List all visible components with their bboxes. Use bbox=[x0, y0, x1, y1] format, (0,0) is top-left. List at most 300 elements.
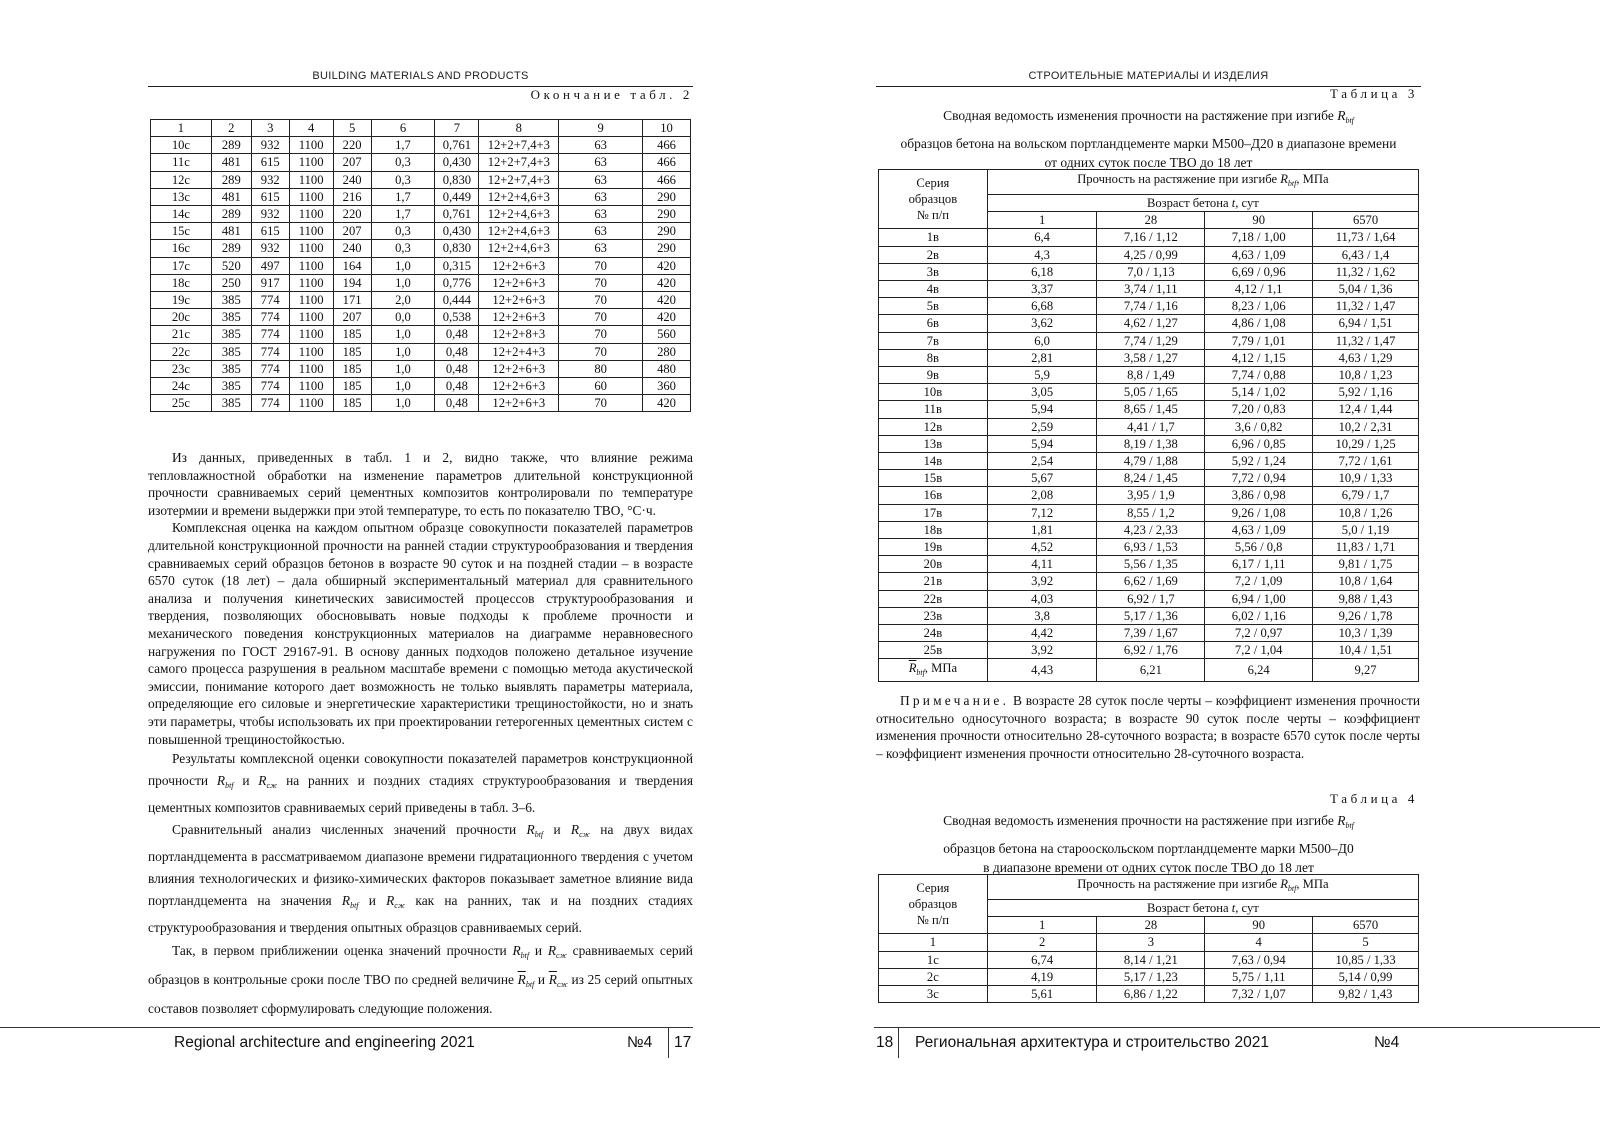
table-row bbox=[879, 384, 1419, 401]
table-cell: 5в bbox=[879, 298, 988, 315]
table-cell: 7,74 / 1,16 bbox=[1097, 298, 1205, 315]
table-cell: 12+2+6+3 bbox=[479, 257, 559, 274]
table-cell: 8,14 / 1,21 bbox=[1097, 951, 1205, 968]
column-header: 6 bbox=[371, 120, 435, 137]
table-cell: 63 bbox=[559, 188, 643, 205]
table-cell: 70 bbox=[559, 257, 643, 274]
table-cell: 7,0 / 1,13 bbox=[1097, 263, 1205, 280]
table-cell: 21в bbox=[879, 573, 988, 590]
table-row bbox=[879, 315, 1419, 332]
table-cell: 12+2+4+3 bbox=[479, 343, 559, 360]
table-cell: 17c bbox=[151, 257, 212, 274]
table-cell: 420 bbox=[643, 309, 691, 326]
column-number: 5 bbox=[1313, 934, 1419, 951]
table-cell: 23в bbox=[879, 607, 988, 624]
table-cell: 185 bbox=[333, 395, 371, 412]
table-cell: 5,61 bbox=[987, 986, 1097, 1003]
table-cell: 12+2+7,4+3 bbox=[479, 137, 559, 154]
table-cell: 0,3 bbox=[371, 154, 435, 171]
table-cell: 1,0 bbox=[371, 326, 435, 343]
table-cell: 289 bbox=[211, 206, 251, 223]
table-row bbox=[879, 453, 1419, 470]
table-cell: 1100 bbox=[289, 154, 333, 171]
table-cell: 4,19 bbox=[987, 968, 1097, 985]
table-4-header-row-1 bbox=[879, 875, 1419, 900]
running-head-left: BUILDING MATERIALS AND PRODUCTS bbox=[312, 70, 529, 82]
table-cell: 171 bbox=[333, 292, 371, 309]
table-cell: 520 bbox=[211, 257, 251, 274]
table-row bbox=[879, 642, 1419, 659]
table-row bbox=[879, 470, 1419, 487]
table-cell: 7,2 / 1,04 bbox=[1205, 642, 1313, 659]
table-cell: 774 bbox=[251, 343, 289, 360]
table-cell: 8в bbox=[879, 349, 988, 366]
table-4-caption: Сводная ведомость изменения прочности на растяжение при изгибе $R_{btf}$ образцов бетона на старооскольском портландцементе марки М500–Д0 в диапазоне времени от одних суток после ТВО до 18 лет bbox=[943, 813, 1354, 875]
table-4-label: Таблица 4 bbox=[1330, 791, 1418, 806]
table-cell: 70 bbox=[559, 326, 643, 343]
table-row bbox=[151, 309, 691, 326]
left-body-text bbox=[148, 449, 693, 1021]
table-cell: 80 bbox=[559, 360, 643, 377]
table-cell: 0,48 bbox=[435, 343, 479, 360]
table-row bbox=[879, 607, 1419, 624]
table-2-header-row bbox=[151, 120, 691, 137]
note-text: В возрасте 28 суток после черты – коэффициент изменения прочности относительно односуточного возраста; в возрасте 90 суток после черты – коэффициент изменения прочности относительно 28-суточного возраста; в возрасте 6570 суток после черты – коэффициент изменения прочности относительно 28-суточного возраста. bbox=[876, 693, 1420, 761]
table-cell: 5,94 bbox=[987, 435, 1097, 452]
table-cell: 12+2+6+3 bbox=[479, 274, 559, 291]
table-cell: 6,62 / 1,69 bbox=[1097, 573, 1205, 590]
table-cell: 1100 bbox=[289, 257, 333, 274]
table-cell: 289 bbox=[211, 137, 251, 154]
table-row bbox=[879, 487, 1419, 504]
table-cell: 0,48 bbox=[435, 395, 479, 412]
table-cell: 466 bbox=[643, 154, 691, 171]
table-row bbox=[151, 274, 691, 291]
table-cell: 10,8 / 1,64 bbox=[1313, 573, 1419, 590]
table-cell: 5,05 / 1,65 bbox=[1097, 384, 1205, 401]
table-cell: 0,830 bbox=[435, 171, 479, 188]
table-cell: 0,48 bbox=[435, 326, 479, 343]
table-cell: 8,23 / 1,06 bbox=[1205, 298, 1313, 315]
table-cell: 5,14 / 1,02 bbox=[1205, 384, 1313, 401]
table-cell: 185 bbox=[333, 360, 371, 377]
table-cell: 5,56 / 0,8 bbox=[1205, 539, 1313, 556]
table-cell: 18в bbox=[879, 521, 988, 538]
table-cell: 2,54 bbox=[987, 453, 1097, 470]
table-cell: 466 bbox=[643, 171, 691, 188]
table-cell: 1,0 bbox=[371, 360, 435, 377]
table-cell: 615 bbox=[251, 223, 289, 240]
page-number-right: 18 bbox=[876, 1034, 894, 1051]
table-cell: 1100 bbox=[289, 171, 333, 188]
table-cell: 0,430 bbox=[435, 154, 479, 171]
table-cell: 420 bbox=[643, 274, 691, 291]
table-cell: 6,94 / 1,00 bbox=[1205, 590, 1313, 607]
table-cell: 774 bbox=[251, 360, 289, 377]
table-cell: 63 bbox=[559, 171, 643, 188]
r-szh-symbol: $R_{сж}$ bbox=[547, 943, 567, 961]
table-cell: 12+2+4,6+3 bbox=[479, 223, 559, 240]
table-cell: 12,4 / 1,44 bbox=[1313, 401, 1419, 418]
table-cell: 194 bbox=[333, 274, 371, 291]
table-cell: 0,430 bbox=[435, 223, 479, 240]
mean-value: 6,24 bbox=[1205, 659, 1313, 682]
table-cell: 8,8 / 1,49 bbox=[1097, 367, 1205, 384]
table-cell: 6,18 bbox=[987, 263, 1097, 280]
table-cell: 7в bbox=[879, 332, 988, 349]
table-cell: 360 bbox=[643, 378, 691, 395]
r-szh-symbol: $R_{сж}$ bbox=[386, 893, 406, 911]
table-cell: 24в bbox=[879, 625, 988, 642]
table-cell: 7,39 / 1,67 bbox=[1097, 625, 1205, 642]
table-cell: 11,83 / 1,71 bbox=[1313, 539, 1419, 556]
table-cell: 4в bbox=[879, 281, 988, 298]
table-cell: 3,92 bbox=[987, 642, 1097, 659]
table-row bbox=[879, 418, 1419, 435]
age-header: 90 bbox=[1205, 212, 1313, 229]
table-cell: 14c bbox=[151, 206, 212, 223]
table-cell: 5,04 / 1,36 bbox=[1313, 281, 1419, 298]
table-cell: 16c bbox=[151, 240, 212, 257]
table-cell: 290 bbox=[643, 240, 691, 257]
table-cell: 0,0 bbox=[371, 309, 435, 326]
table-row bbox=[151, 240, 691, 257]
table-cell: 385 bbox=[211, 309, 251, 326]
r-szh-symbol: $R_{сж}$ bbox=[570, 822, 590, 840]
table-cell: 0,449 bbox=[435, 188, 479, 205]
column-header: 2 bbox=[211, 120, 251, 137]
table-cell: 1100 bbox=[289, 223, 333, 240]
age-header: 6570 bbox=[1313, 917, 1419, 934]
table-cell: 10,9 / 1,33 bbox=[1313, 470, 1419, 487]
table-cell: 6,4 bbox=[987, 229, 1097, 246]
table-cell: 12c bbox=[151, 171, 212, 188]
column-header: 3 bbox=[251, 120, 289, 137]
table-cell: 1,7 bbox=[371, 188, 435, 205]
paragraph-4: Сравнительный анализ численных значений прочности $R_{btf}$ и $R_{сж}$ на двух видах портландцемента в рассматриваемом диапазоне времени гидратационного твердения с учетом влияния технологических и физико-химических факторов показывает заметное влияние вида портландцемента на значения $R_{btf}$ и $R_{сж}$ как на ранних, так и на поздних стадиях структурообразования и твердения опытных образцов сравниваемых серий. bbox=[148, 822, 693, 936]
table-cell: 9,88 / 1,43 bbox=[1313, 590, 1419, 607]
r-btf-symbol: $R_{btf}$ bbox=[512, 943, 530, 961]
table-cell: 774 bbox=[251, 395, 289, 412]
table-cell: 11,32 / 1,62 bbox=[1313, 263, 1419, 280]
table-cell: 5,67 bbox=[987, 470, 1097, 487]
table-row bbox=[879, 539, 1419, 556]
table-row bbox=[151, 292, 691, 309]
table-cell: 10,2 / 2,31 bbox=[1313, 418, 1419, 435]
table-cell: 70 bbox=[559, 395, 643, 412]
table-cell: 7,72 / 1,61 bbox=[1313, 453, 1419, 470]
table-cell: 17в bbox=[879, 504, 988, 521]
table-cell: 289 bbox=[211, 171, 251, 188]
table-cell: 1,7 bbox=[371, 206, 435, 223]
table-cell: 63 bbox=[559, 137, 643, 154]
table-cell: 10,29 / 1,25 bbox=[1313, 435, 1419, 452]
table-cell: 70 bbox=[559, 274, 643, 291]
table-cell: 420 bbox=[643, 257, 691, 274]
table-row bbox=[879, 625, 1419, 642]
table-row bbox=[879, 968, 1419, 985]
table-cell: 9,81 / 1,75 bbox=[1313, 556, 1419, 573]
table-cell: 20c bbox=[151, 309, 212, 326]
r-btf-symbol: $R_{btf}$ bbox=[1337, 813, 1354, 830]
age-header: 28 bbox=[1097, 212, 1205, 229]
column-number: 4 bbox=[1205, 934, 1313, 951]
table-row bbox=[151, 395, 691, 412]
column-header: 10 bbox=[643, 120, 691, 137]
r-szh-mean-symbol: $\overline{R}_{сж}$ bbox=[548, 972, 568, 990]
table-cell: 1100 bbox=[289, 378, 333, 395]
table-cell: 12+2+6+3 bbox=[479, 378, 559, 395]
table-row bbox=[879, 573, 1419, 590]
mean-value: 4,43 bbox=[987, 659, 1097, 682]
column-header: 5 bbox=[333, 120, 371, 137]
table-cell: 4,11 bbox=[987, 556, 1097, 573]
table-row bbox=[879, 281, 1419, 298]
table-row bbox=[151, 343, 691, 360]
table-cell: 385 bbox=[211, 326, 251, 343]
table-cell: 63 bbox=[559, 240, 643, 257]
table-row bbox=[879, 951, 1419, 968]
table-cell: 8,65 / 1,45 bbox=[1097, 401, 1205, 418]
table-row bbox=[151, 223, 691, 240]
table-cell: 497 bbox=[251, 257, 289, 274]
table-cell: 0,315 bbox=[435, 257, 479, 274]
table-cell: 12+2+6+3 bbox=[479, 360, 559, 377]
paragraph-2: Комплексная оценка на каждом опытном образце совокупности показателей параметров длительной конструкционной прочности на ранней стадии структурообразования и твердения сравниваемых серий образцов бетонов в возрасте 90 суток и на поздней стадии – в возрасте 6570 суток (18 лет) – дала обширный экспериментальный материал для сравнительного анализа и получения кинетических зависимостей процессов структурообразования и твердения, позволяющих обосновывать новые подходы к проблеме прочности и механического поведения конструкционных материалов на диаграмме неравновесного нагружения по ГОСТ 29167-91. В основу данных подходов положено детальное изучение самого процесса разрушения в реальном масштабе времени с помощью метода акустической эмиссии, понимание которого дает возможность не только выявлять параметры материала, определяющие его силовые и энергетические характеристики трещиностойкости, но и знать эти параметры, чтобы использовать их при проектировании гетерогенных цементных систем с повышенной трещиностойкостью. bbox=[148, 520, 693, 747]
table-cell: 481 bbox=[211, 223, 251, 240]
table-cell: 0,3 bbox=[371, 171, 435, 188]
table-cell: 932 bbox=[251, 240, 289, 257]
table-3 bbox=[878, 169, 1419, 682]
table-3-note bbox=[876, 692, 1420, 762]
table-cell: 4,41 / 1,7 bbox=[1097, 418, 1205, 435]
table-cell: 240 bbox=[333, 240, 371, 257]
table-cell: 289 bbox=[211, 240, 251, 257]
table-cell: 10c bbox=[151, 137, 212, 154]
table-cell: 15c bbox=[151, 223, 212, 240]
r-btf-symbol: $R_{btf}$ bbox=[1337, 108, 1354, 125]
table-cell: 8,55 / 1,2 bbox=[1097, 504, 1205, 521]
table-cell: 5,0 / 1,19 bbox=[1313, 521, 1419, 538]
table-cell: 207 bbox=[333, 223, 371, 240]
table-cell: 25в bbox=[879, 642, 988, 659]
table-row bbox=[151, 326, 691, 343]
table-cell: 385 bbox=[211, 378, 251, 395]
table-cell: 3c bbox=[879, 986, 988, 1003]
table-cell: 4,79 / 1,88 bbox=[1097, 453, 1205, 470]
table-cell: 4,42 bbox=[987, 625, 1097, 642]
table-cell: 481 bbox=[211, 188, 251, 205]
table-4-number-row bbox=[879, 934, 1419, 951]
table-cell: 240 bbox=[333, 171, 371, 188]
table-cell: 420 bbox=[643, 292, 691, 309]
table-cell: 1,81 bbox=[987, 521, 1097, 538]
table-cell: 6,92 / 1,7 bbox=[1097, 590, 1205, 607]
table-row bbox=[879, 349, 1419, 366]
table-cell: 3,92 bbox=[987, 573, 1097, 590]
table-cell: 9,82 / 1,43 bbox=[1313, 986, 1419, 1003]
age-header: 1 bbox=[987, 917, 1097, 934]
footer-journal-title-left: Regional architecture and engineering 2021 bbox=[174, 1034, 475, 1051]
table-cell: 5,14 / 0,99 bbox=[1313, 968, 1419, 985]
table-cell: 1100 bbox=[289, 309, 333, 326]
table-cell: 18c bbox=[151, 274, 212, 291]
table-row bbox=[879, 246, 1419, 263]
table-cell: 6,94 / 1,51 bbox=[1313, 315, 1419, 332]
series-column-header: Серия образцов № п/п bbox=[879, 875, 988, 934]
table-cell: 0,538 bbox=[435, 309, 479, 326]
r-btf-symbol: $R_{btf}$ bbox=[526, 822, 544, 840]
table-cell: 2,0 bbox=[371, 292, 435, 309]
table-cell: 4,3 bbox=[987, 246, 1097, 263]
footer-rule-left bbox=[0, 1027, 668, 1028]
table-cell: 1100 bbox=[289, 206, 333, 223]
table-cell: 1100 bbox=[289, 137, 333, 154]
table-cell: 4,62 / 1,27 bbox=[1097, 315, 1205, 332]
table-cell: 5,75 / 1,11 bbox=[1205, 968, 1313, 985]
table-cell: 917 bbox=[251, 274, 289, 291]
table-row bbox=[151, 257, 691, 274]
table-cell: 560 bbox=[643, 326, 691, 343]
table-cell: 1100 bbox=[289, 240, 333, 257]
table-cell: 3,05 bbox=[987, 384, 1097, 401]
table-cell: 19c bbox=[151, 292, 212, 309]
table-cell: 2,81 bbox=[987, 349, 1097, 366]
table-cell: 24c bbox=[151, 378, 212, 395]
table-cell: 385 bbox=[211, 395, 251, 412]
table-cell: 3,37 bbox=[987, 281, 1097, 298]
table-cell: 6,93 / 1,53 bbox=[1097, 539, 1205, 556]
table-cell: 1100 bbox=[289, 274, 333, 291]
table-3-mean-row bbox=[879, 659, 1419, 682]
table-cell: 7,74 / 1,29 bbox=[1097, 332, 1205, 349]
table-cell: 23c bbox=[151, 360, 212, 377]
table-cell: 6,02 / 1,16 bbox=[1205, 607, 1313, 624]
table-cell: 63 bbox=[559, 206, 643, 223]
table-cell: 774 bbox=[251, 326, 289, 343]
table-cell: 13c bbox=[151, 188, 212, 205]
paragraph-3-part-a: Результаты комплексной оценки совокупности показателей параметров конструкционной прочности bbox=[148, 751, 693, 789]
table-cell: 774 bbox=[251, 292, 289, 309]
table-cell: 220 bbox=[333, 206, 371, 223]
table-cell: 70 bbox=[559, 309, 643, 326]
table-cell: 11,73 / 1,64 bbox=[1313, 229, 1419, 246]
table-row bbox=[879, 332, 1419, 349]
table-cell: 1c bbox=[879, 951, 988, 968]
table-cell: 774 bbox=[251, 309, 289, 326]
table-3-header-row-1 bbox=[879, 170, 1419, 195]
table-cell: 22в bbox=[879, 590, 988, 607]
table-cell: 10,4 / 1,51 bbox=[1313, 642, 1419, 659]
table-cell: 8,24 / 1,45 bbox=[1097, 470, 1205, 487]
table-cell: 615 bbox=[251, 188, 289, 205]
table-cell: 2в bbox=[879, 246, 988, 263]
table-cell: 1100 bbox=[289, 343, 333, 360]
table-cell: 60 bbox=[559, 378, 643, 395]
table-cell: 1100 bbox=[289, 326, 333, 343]
table-cell: 216 bbox=[333, 188, 371, 205]
table-cell: 12+2+8+3 bbox=[479, 326, 559, 343]
table-cell: 1100 bbox=[289, 188, 333, 205]
table-cell: 4,25 / 0,99 bbox=[1097, 246, 1205, 263]
table-cell: 11c bbox=[151, 154, 212, 171]
table-2 bbox=[150, 119, 691, 412]
table-cell: 1100 bbox=[289, 395, 333, 412]
table-cell: 0,48 bbox=[435, 378, 479, 395]
table-cell: 1,7 bbox=[371, 137, 435, 154]
table-cell: 290 bbox=[643, 223, 691, 240]
table-row bbox=[151, 171, 691, 188]
table-cell: 6,79 / 1,7 bbox=[1313, 487, 1419, 504]
table-cell: 6,68 bbox=[987, 298, 1097, 315]
table-cell: 6,92 / 1,76 bbox=[1097, 642, 1205, 659]
table-cell: 615 bbox=[251, 154, 289, 171]
running-head-right: СТРОИТЕЛЬНЫЕ МАТЕРИАЛЫ И ИЗДЕЛИЯ bbox=[1028, 70, 1269, 82]
table-cell: 21c bbox=[151, 326, 212, 343]
age-header: 28 bbox=[1097, 917, 1205, 934]
table-cell: 207 bbox=[333, 309, 371, 326]
table-cell: 4,63 / 1,29 bbox=[1313, 349, 1419, 366]
table-cell: 7,32 / 1,07 bbox=[1205, 986, 1313, 1003]
table-cell: 4,12 / 1,15 bbox=[1205, 349, 1313, 366]
table-cell: 0,830 bbox=[435, 240, 479, 257]
age-header: 6570 bbox=[1313, 212, 1419, 229]
table-cell: 2c bbox=[879, 968, 988, 985]
footer-rule-right bbox=[898, 1027, 1600, 1028]
table-cell: 63 bbox=[559, 154, 643, 171]
table-cell: 0,761 bbox=[435, 206, 479, 223]
table-cell: 16в bbox=[879, 487, 988, 504]
table-cell: 12в bbox=[879, 418, 988, 435]
table-cell: 1,0 bbox=[371, 343, 435, 360]
series-column-header: Серия образцов № п/п bbox=[879, 170, 988, 229]
table-row bbox=[879, 556, 1419, 573]
table-cell: 220 bbox=[333, 137, 371, 154]
column-header: 9 bbox=[559, 120, 643, 137]
table-row bbox=[879, 504, 1419, 521]
table-cell: 12+2+7,4+3 bbox=[479, 154, 559, 171]
table-4 bbox=[878, 874, 1419, 1003]
table-cell: 4,86 / 1,08 bbox=[1205, 315, 1313, 332]
table-cell: 70 bbox=[559, 343, 643, 360]
table-3-caption: Сводная ведомость изменения прочности на растяжение при изгибе $R_{btf}$ образцов бетона на вольском портландцементе марки М500–Д20 в диапазоне времени от одних суток после ТВО до 18 лет bbox=[900, 108, 1397, 170]
table-cell: 12+2+6+3 bbox=[479, 292, 559, 309]
table-row bbox=[879, 401, 1419, 418]
table-cell: 774 bbox=[251, 378, 289, 395]
paragraph-1: Из данных, приведенных в табл. 1 и 2, видно также, что влияние режима тепловлажностной обработки на изменение параметров длительной конструкционной прочности сравниваемых серий цементных композитов контролировали по температуре изотермии и времени выдержки при этой температуре, то есть по показателю ТВО, °С·ч. bbox=[148, 450, 693, 518]
table-cell: 932 bbox=[251, 171, 289, 188]
r-szh-symbol: $R_{сж}$ bbox=[258, 773, 278, 791]
table-cell: 4,03 bbox=[987, 590, 1097, 607]
table-cell: 0,761 bbox=[435, 137, 479, 154]
column-number: 1 bbox=[879, 934, 988, 951]
table-row bbox=[151, 188, 691, 205]
table-row bbox=[879, 590, 1419, 607]
table-row bbox=[879, 986, 1419, 1003]
table-cell: 2,08 bbox=[987, 487, 1097, 504]
table-cell: 3,74 / 1,11 bbox=[1097, 281, 1205, 298]
table-cell: 6в bbox=[879, 315, 988, 332]
column-header: 8 bbox=[479, 120, 559, 137]
table-3-label: Таблица 3 bbox=[1330, 86, 1418, 101]
table-cell: 7,2 / 0,97 bbox=[1205, 625, 1313, 642]
table-cell: 185 bbox=[333, 343, 371, 360]
table-cell: 0,776 bbox=[435, 274, 479, 291]
table-cell: 12+2+4,6+3 bbox=[479, 240, 559, 257]
table-cell: 0,3 bbox=[371, 223, 435, 240]
table-cell: 6,0 bbox=[987, 332, 1097, 349]
table-cell: 207 bbox=[333, 154, 371, 171]
